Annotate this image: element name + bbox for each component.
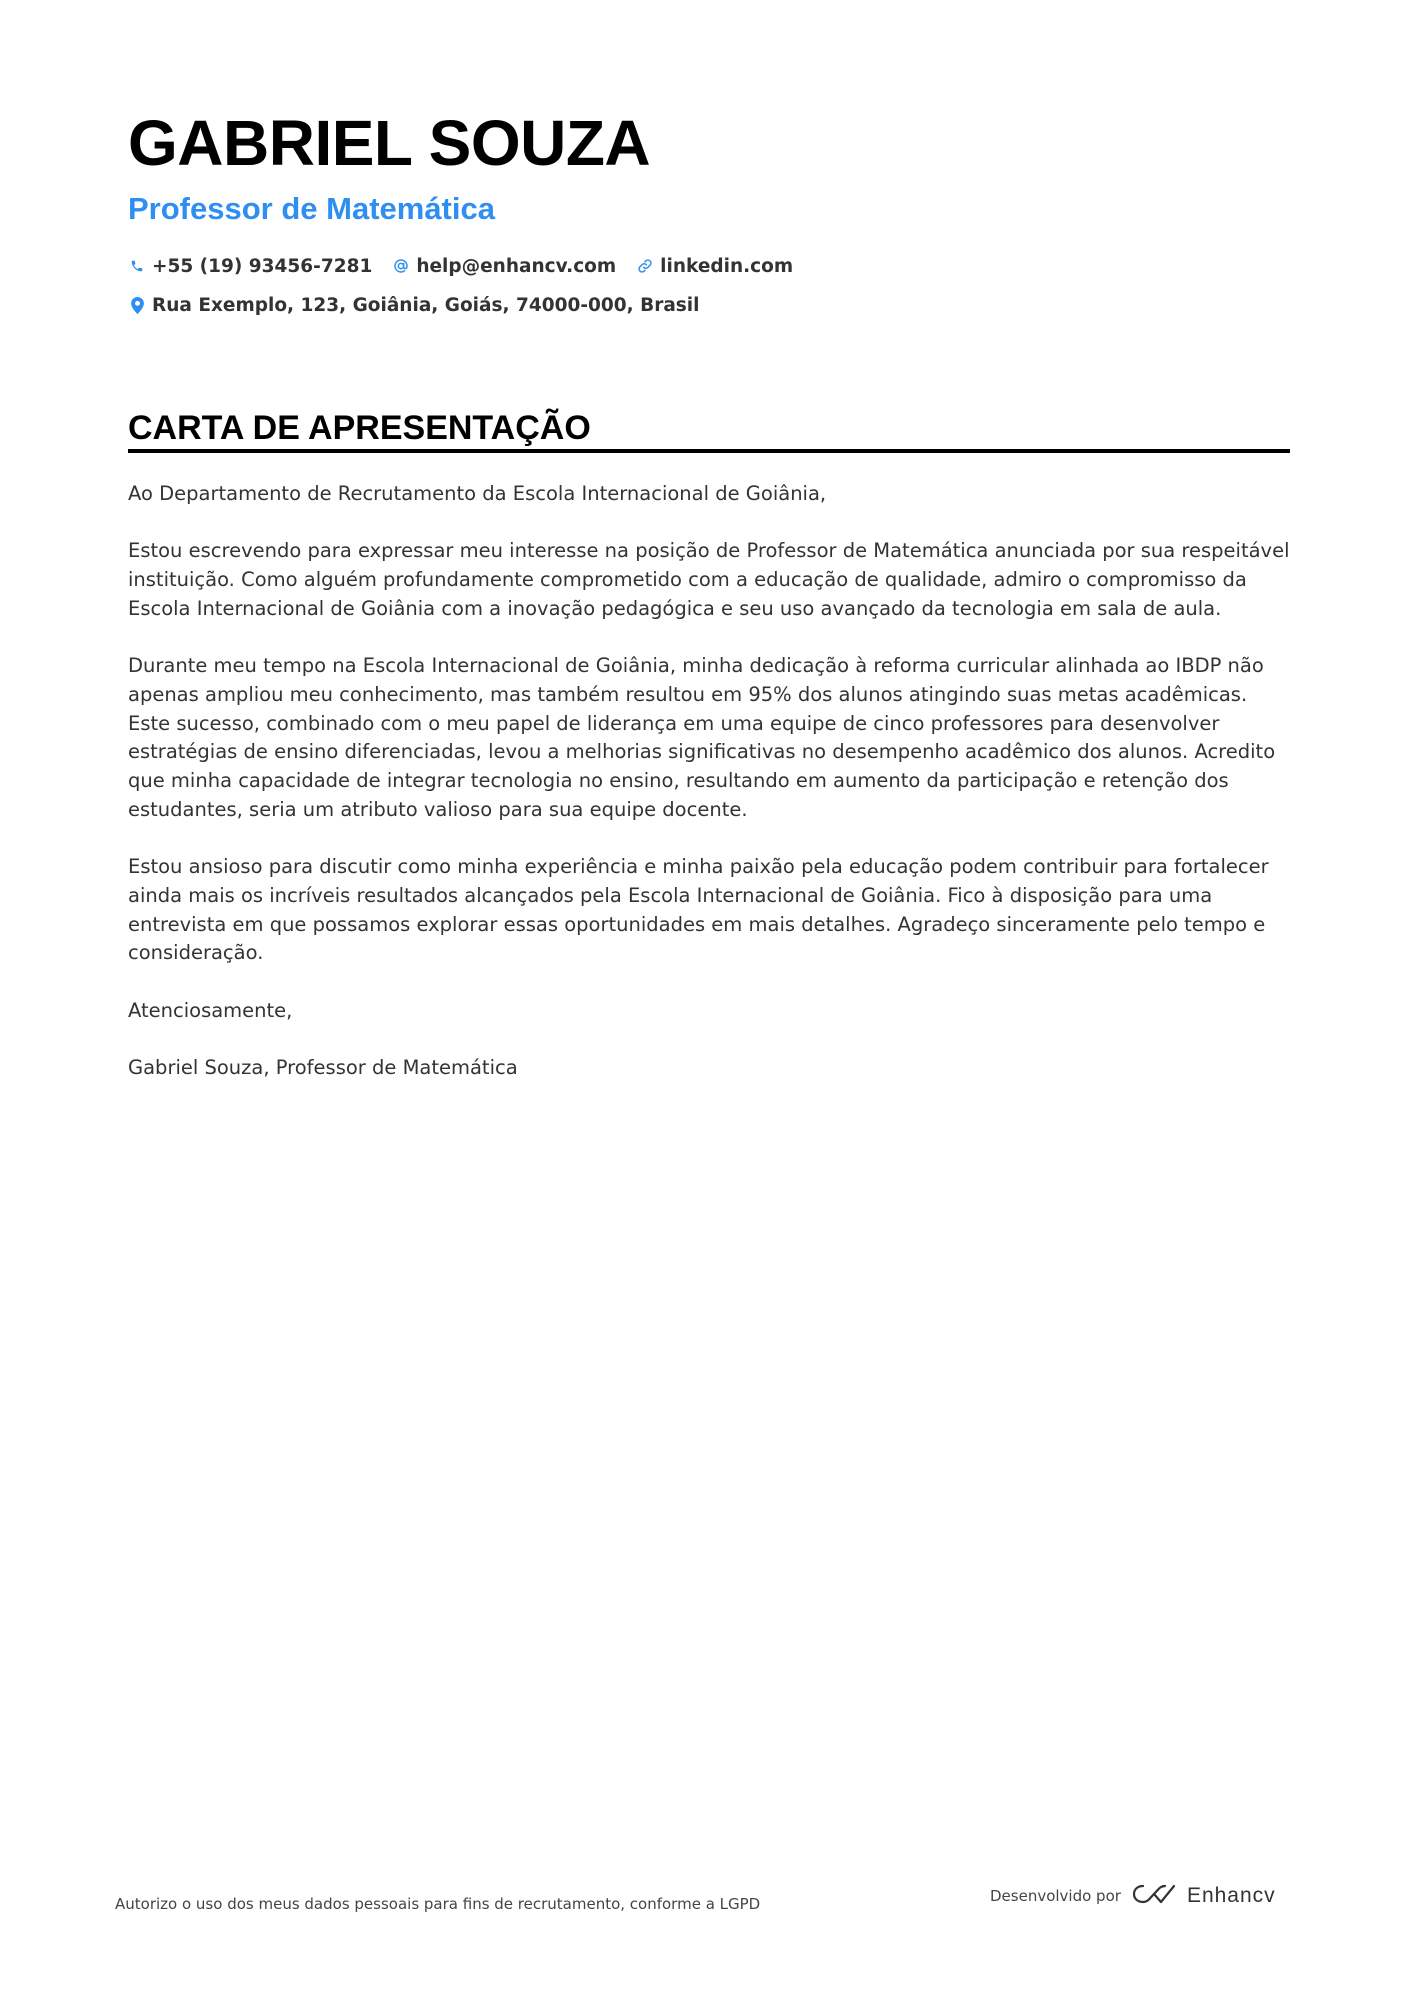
- phone-icon: [128, 255, 146, 277]
- letter-signature: Gabriel Souza, Professor de Matemática: [128, 1055, 518, 1079]
- candidate-name: GABRIEL SOUZA: [128, 107, 651, 179]
- powered-by[interactable]: [990, 1882, 1276, 1910]
- consent-note: Autorizo o uso dos meus dados pessoais para fins de recrutamento, conforme a LGPD: [115, 1895, 761, 1913]
- letter-salutation: Ao Departamento de Recrutamento da Escola Internacional de Goiânia,: [128, 482, 827, 505]
- link-icon: [636, 255, 654, 277]
- letter-body: [128, 480, 1290, 1111]
- linkedin-value: linkedin.com: [660, 255, 794, 277]
- email-value: help@enhancv.com: [416, 255, 617, 277]
- address-row: [128, 294, 700, 316]
- contact-row: [128, 255, 793, 277]
- job-title: Professor de Matemática: [128, 191, 495, 226]
- contact-linkedin[interactable]: [636, 255, 793, 277]
- section-divider: [128, 449, 1290, 453]
- letter-paragraph: Durante meu tempo na Escola Internacional de Goiânia, minha dedicação à reforma curricular alinhada ao IBDP não apenas ampliou meu conhecimento, mas também resultou em 95% dos alunos atingindo suas metas acadêmicas. Este sucesso, combinado com o meu papel de liderança em uma equipe de cinco professores para desenvolver estratégias de ensino diferenciadas, levou a melhorias significativas no desempenho acadêmico dos alunos. Acredito que minha capacidade de integrar tecnologia no ensino, resultando em aumento da participação e retenção dos estudantes, seria um atributo valioso para sua equipe docente.: [128, 654, 1276, 821]
- brand-name: Enhancv: [1186, 1884, 1276, 1907]
- phone-value: +55 (19) 93456-7281: [152, 255, 373, 277]
- location-pin-icon: [128, 294, 146, 316]
- contact-phone[interactable]: [128, 255, 372, 277]
- enhancv-logo[interactable]: [1131, 1882, 1276, 1910]
- contact-email[interactable]: [392, 255, 616, 277]
- powered-by-label: Desenvolvido por: [990, 1887, 1121, 1905]
- at-sign-icon: [392, 255, 410, 277]
- letter-closing: Atenciosamente,: [128, 998, 293, 1022]
- address-value: Rua Exemplo, 123, Goiânia, Goiás, 74000-000, Brasil: [152, 294, 700, 316]
- letter-paragraph: Estou ansioso para discutir como minha experiência e minha paixão pela educação podem contribuir para fortalecer ainda mais os incríveis resultados alcançados pela Escola Internacional de Goiânia. Fico à disposição para uma entrevista em que possamos explorar essas oportunidades em mais detalhes. Agradeço sinceramente pelo tempo e consideração.: [128, 855, 1269, 965]
- contact-address: [128, 294, 700, 316]
- section-title: CARTA DE APRESENTAÇÃO: [128, 409, 591, 447]
- letter-paragraph: Estou escrevendo para expressar meu interesse na posição de Professor de Matemática anunciada por sua respeitável instituição. Como alguém profundamente comprometido com a educação de qualidade, admiro o compromisso da Escola Internacional de Goiânia com a inovação pedagógica e seu uso avançado da tecnologia em sala de aula.: [128, 539, 1290, 620]
- enhancv-logo-icon: [1131, 1882, 1177, 1910]
